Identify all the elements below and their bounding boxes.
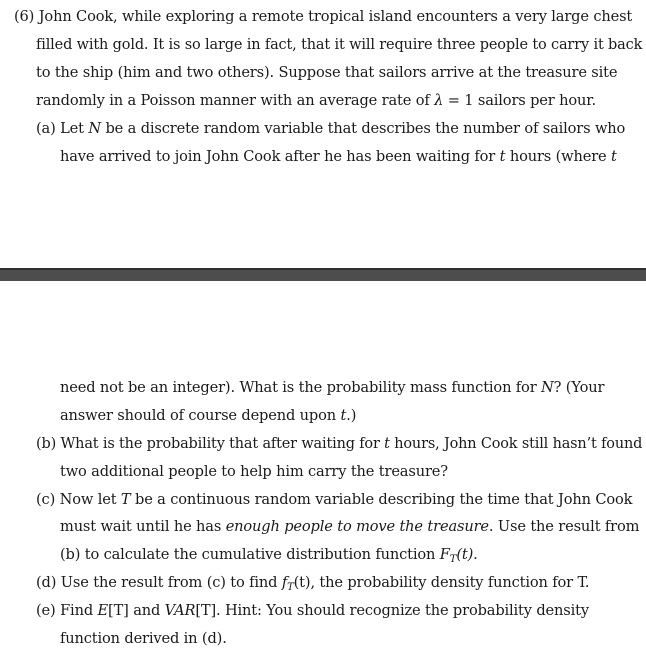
part-c-line-1: (c) Now let T be a continuous random variable describing the time that John Cook	[36, 491, 633, 508]
part-b-line-1: (b) What is the probability that after waiting for t hours, John Cook still hasn’t found	[36, 435, 643, 452]
part-a-line-1: (a) Let N be a discrete random variable that describes the number of sailors who	[36, 120, 626, 137]
problem-6-line-3: to the ship (him and two others). Suppose that sailors arrive at the treasure site	[36, 64, 618, 81]
part-a-line-4: answer should of course depend upon t.)	[60, 407, 357, 424]
problem-6-line-1: (6) John Cook, while exploring a remote tropical island encounters a very large chest	[14, 8, 633, 25]
part-d-line-1: (d) Use the result from (c) to find $f_T(t)$, the probability density function for T.	[36, 574, 590, 593]
lambda-symbol: λ	[434, 92, 444, 109]
part-e-line-2: function derived in (d).	[60, 630, 227, 647]
part-e-label: (e)	[36, 602, 56, 619]
part-e-line-1: (e) Find E[T] and VAR[T]. Hint: You should recognize the probability density	[36, 602, 589, 619]
emphasis-text: enough people to move the treasure	[225, 518, 489, 535]
part-c-line-3: (b) to calculate the cumulative distribution function $F_T(t)$.	[60, 546, 478, 565]
problem-number: (6)	[14, 8, 35, 25]
part-a-line-2: have arrived to join John Cook after he has been waiting for t hours (where t	[60, 148, 617, 165]
part-c-line-2: must wait until he has enough people to move the treasure. Use the result from	[60, 518, 640, 535]
problem-6-line-2: filled with gold. It is so large in fact, that it will require three people to carry it back	[36, 36, 643, 53]
part-a-label: (a)	[36, 120, 56, 137]
part-a-line-3: need not be an integer). What is the probability mass function for N? (Your	[60, 379, 605, 396]
page-divider	[0, 268, 646, 281]
problem-6-line-4: randomly in a Poisson manner with an average rate of λ = 1 sailors per hour.	[36, 92, 596, 109]
part-b-label: (b)	[36, 435, 57, 452]
part-d-label: (d)	[36, 574, 57, 591]
part-b-line-2: two additional people to help him carry the treasure?	[60, 463, 448, 480]
part-c-label: (c)	[36, 491, 56, 508]
